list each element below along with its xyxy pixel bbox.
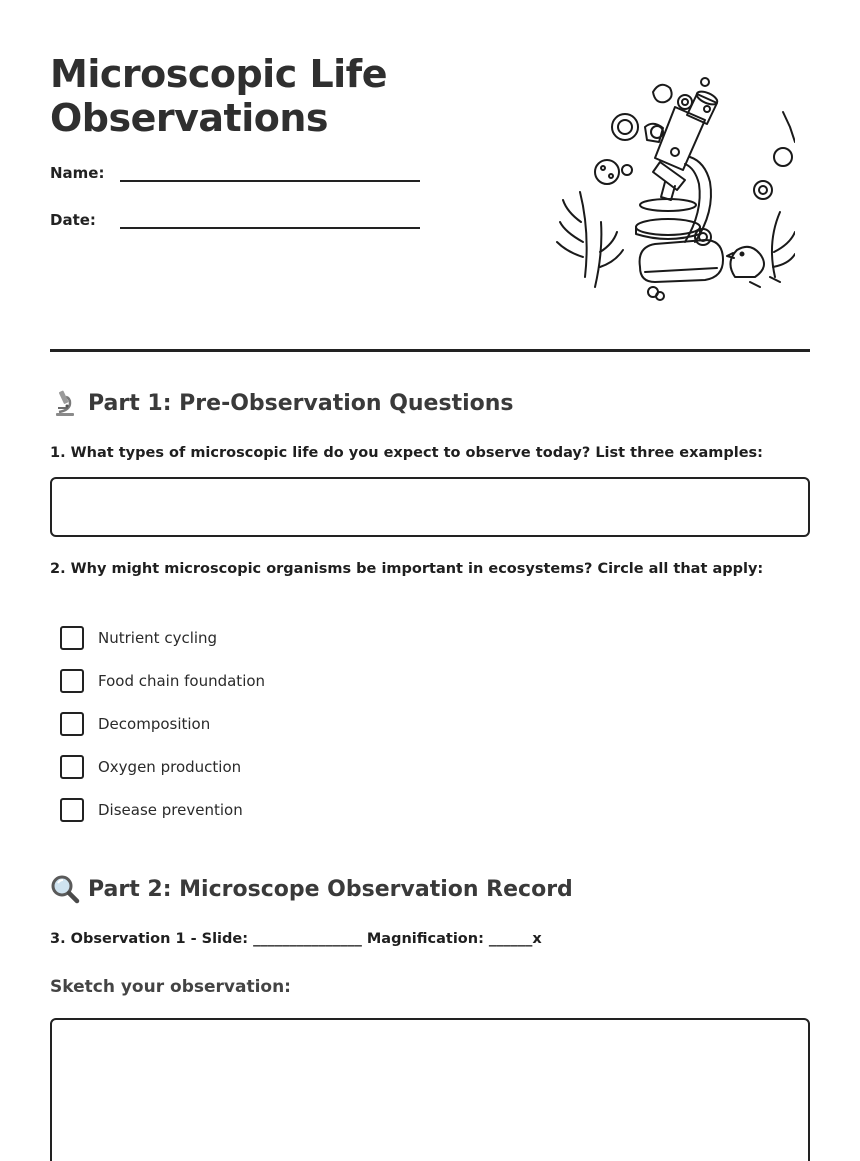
question-1-answer-box[interactable]	[50, 477, 810, 537]
checkbox[interactable]	[60, 712, 84, 736]
question-3: 3. Observation 1 - Slide: _______________ Magnification: ______x	[50, 931, 542, 947]
microscope-icon	[50, 388, 80, 418]
microscope-illustration	[545, 72, 795, 302]
question-2: 2. Why might microscopic organisms be important in ecosystems? Circle all that apply:	[50, 561, 764, 577]
option-label: Disease prevention	[98, 801, 243, 819]
option-oxygen-production[interactable]	[60, 755, 241, 779]
part2-heading-text: Part 2: Microscope Observation Record	[88, 876, 573, 902]
magnifier-icon	[50, 874, 80, 904]
part1-heading	[50, 388, 514, 418]
checkbox[interactable]	[60, 669, 84, 693]
option-disease-prevention[interactable]	[60, 798, 243, 822]
option-label: Food chain foundation	[98, 672, 266, 690]
worksheet-header	[50, 52, 810, 312]
date-label: Date:	[50, 211, 96, 229]
title-line-1: Microscopic Life	[50, 52, 387, 96]
name-label: Name:	[50, 164, 105, 182]
question-1: 1. What types of microscopic life do you expect to observe today? List three examples:	[50, 445, 763, 461]
option-label: Decomposition	[98, 715, 211, 733]
page-title	[50, 52, 470, 140]
name-field[interactable]	[120, 164, 420, 182]
date-field[interactable]	[120, 211, 420, 229]
option-decomposition[interactable]	[60, 712, 210, 736]
option-label: Nutrient cycling	[98, 629, 218, 647]
option-label: Oxygen production	[98, 758, 242, 776]
option-nutrient-cycling[interactable]	[60, 626, 217, 650]
name-field-row	[50, 164, 420, 182]
sketch-label: Sketch your observation:	[50, 977, 291, 997]
checkbox[interactable]	[60, 755, 84, 779]
sketch-box[interactable]	[50, 1018, 810, 1161]
part1-heading-text: Part 1: Pre-Observation Questions	[88, 390, 514, 416]
part2-heading	[50, 874, 573, 904]
header-divider	[50, 349, 810, 352]
checkbox[interactable]	[60, 626, 84, 650]
checkbox[interactable]	[60, 798, 84, 822]
title-line-2: Observations	[50, 96, 329, 140]
date-field-row	[50, 211, 420, 229]
option-food-chain-foundation[interactable]	[60, 669, 265, 693]
